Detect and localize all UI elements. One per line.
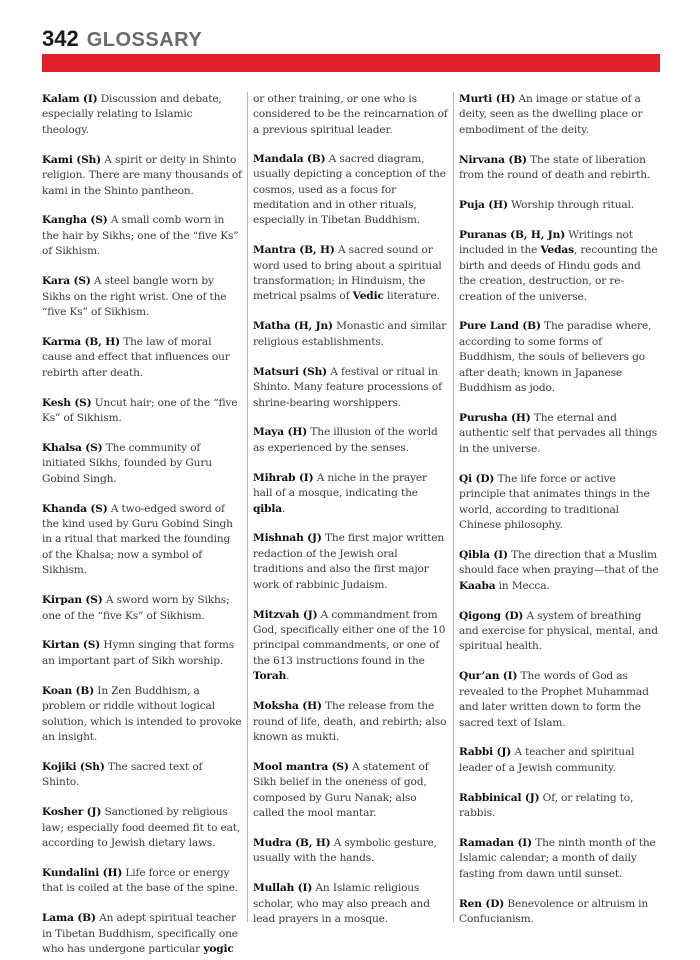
glossary-term: Ren (D) (459, 897, 505, 910)
page-title: GLOSSARY (86, 29, 203, 51)
glossary-definition: The state of liberation from the round of death and rebirth. (459, 153, 651, 182)
glossary-term: Matsuri (Sh) (253, 365, 328, 378)
glossary-entry (459, 198, 660, 213)
glossary-column-3 (454, 92, 660, 926)
glossary-term: Qur’an (I) (459, 670, 518, 683)
glossary-definition: The paradise where, according to some forms of Buddhism, the souls of believers go after death; known in Japanese Buddhism as jodo. (459, 320, 652, 395)
glossary-term: Khalsa (S) (42, 441, 103, 454)
cross-reference-term: qibla (253, 502, 282, 515)
glossary-definition: literature. (383, 290, 440, 303)
glossary-definition: The illusion of the world as experienced by the senses. (253, 426, 438, 454)
glossary-definition: A niche in the prayer hall of a mosque, indicating the (253, 471, 427, 500)
glossary-definition: A sacred sound or word used to bring about a spiritual transformation; in Hinduism, the metrical psalms of (253, 244, 442, 303)
glossary-term: Kangha (S) (42, 214, 108, 227)
glossary-definition: The sacred text of Shinto. (42, 760, 203, 789)
glossary-entry (42, 213, 242, 259)
glossary-term: Puja (H) (459, 199, 508, 212)
glossary-column-1 (42, 92, 248, 956)
glossary-definition: A steel bangle worn by Sikhs on the right wrist. One of the “five Ks” of Sikhism. (42, 275, 227, 318)
glossary-definition: Hymn singing that forms an important part of Sikh worship. (42, 639, 235, 667)
glossary-term: Rabbi (J) (459, 746, 512, 759)
glossary-definition: The law of moral cause and effect that influences our rebirth after death. (42, 335, 230, 379)
glossary-term: Lama (B) (42, 912, 96, 925)
glossary-definition: A small comb worn in the hair by Sikhs; one of the “five Ks” of Sikhism. (42, 214, 239, 258)
glossary-entry (42, 805, 242, 851)
glossary-term: Qibla (I) (459, 548, 508, 561)
glossary-definition: The eternal and authentic self that pervades all things in the universe. (459, 412, 658, 455)
glossary-definition: A sacred diagram, usually depicting a conception of the cosmos, used as a focus for meditation and in other rituals, especially in Tibetan Buddhism. (253, 152, 446, 227)
glossary-term: Mullah (I) (253, 882, 313, 895)
glossary-entry (459, 791, 660, 822)
glossary-definition: A statement of Sikh belief in the oneness of god, composed by Guru Nanak; also called the mool mantar. (253, 760, 429, 820)
glossary-definition: The ninth month of the Islamic calendar; a month of daily fasting from dawn until sunset. (459, 837, 656, 880)
glossary-entry (459, 411, 660, 457)
glossary-entry (42, 684, 242, 746)
glossary-entry (42, 396, 242, 427)
glossary-definition: Uncut hair; one of the “five Ks” of Sikhism. (42, 396, 238, 424)
glossary-definition: Worship through ritual. (507, 199, 634, 212)
glossary-entry (459, 745, 660, 776)
glossary-definition: The release from the round of life, death, and rebirth; also known as mukti. (253, 700, 447, 743)
glossary-term: Kara (S) (42, 275, 91, 288)
glossary-definition: An adept spiritual teacher in Tibetan Buddhism, specifically one who has undergone particular (42, 912, 238, 956)
cross-reference-term: Vedic (352, 290, 384, 303)
glossary-definition: Monastic and similar religious establishments. (253, 320, 447, 348)
glossary-definition: or other training, or one who is considered to be the reincarnation of a previous spiritual leader. (253, 93, 448, 136)
cross-reference-term: Torah (253, 670, 287, 683)
glossary-definition: An image or statue of a deity, seen as the dwelling place or embodiment of the deity. (459, 93, 643, 136)
glossary-entry (459, 548, 660, 594)
glossary-entry (253, 425, 448, 456)
glossary-term: Mudra (B, H) (253, 836, 331, 849)
glossary-entry (459, 669, 660, 731)
glossary-term: Qi (D) (459, 472, 495, 485)
glossary-entry (42, 441, 242, 487)
page-number: 342 (42, 26, 79, 51)
glossary-entry (42, 911, 242, 957)
glossary-definition: , recounting the birth and deeds of Hindu gods and the creation, destruction, or re-creation of the universe. (459, 244, 658, 303)
glossary-term: Moksha (H) (253, 700, 322, 713)
glossary-definition: The words of God as revealed to the Prophet Muhammad and later written down to form the sacred text of Islam. (459, 670, 649, 729)
glossary-definition: The direction that a Muslim should face when praying—that of the (459, 548, 659, 577)
glossary-term: Mitzvah (J) (253, 608, 318, 621)
glossary-entry (459, 897, 660, 928)
glossary-term: Kojiki (Sh) (42, 760, 105, 773)
glossary-term: Mishnah (J) (253, 532, 322, 545)
glossary-entry (459, 153, 660, 184)
glossary-entry (253, 471, 448, 517)
glossary-definition: Writings not included in the (459, 228, 633, 257)
glossary-entry (253, 365, 448, 411)
glossary-entry (42, 502, 242, 579)
cross-reference-term: Kaaba (459, 579, 496, 592)
glossary-entry (42, 335, 242, 381)
glossary-entry (459, 836, 660, 882)
glossary-definition: Discussion and debate, especially relating to Islamic theology. (42, 93, 222, 136)
glossary-term: Kundalini (H) (42, 866, 123, 879)
glossary-definition: A festival or ritual in Shinto. Many feature processions of shrine-bearing worshippers. (253, 365, 442, 409)
glossary-entry (459, 319, 660, 396)
glossary-entry (253, 319, 448, 350)
glossary-term: Matha (H, Jn) (253, 320, 333, 333)
glossary-entry (42, 153, 242, 199)
glossary-definition: The community of initiated Sikhs, founded by Guru Gobind Singh. (42, 441, 212, 485)
glossary-definition: A spirit or deity in Shinto religion. There are many thousands of kami in the Shinto pantheon. (42, 153, 242, 197)
glossary-entry (253, 152, 448, 229)
glossary-definition: An Islamic religious scholar, who may also preach and lead prayers in a mosque. (253, 882, 430, 926)
glossary-term: Maya (H) (253, 426, 308, 439)
glossary-term: Kesh (S) (42, 396, 92, 409)
glossary-definition: Life force or energy that is coiled at the base of the spine. (42, 866, 238, 895)
glossary-term: Mihrab (I) (253, 471, 314, 484)
glossary-definition: A teacher and spiritual leader of a Jewish community. (459, 746, 635, 774)
glossary-entry (253, 608, 448, 685)
glossary-entry (459, 92, 660, 138)
glossary-term: Koan (B) (42, 684, 95, 697)
glossary-definition: Sanctioned by religious law; especially food deemed fit to eat, according to Jewish dietary laws. (42, 806, 241, 850)
glossary-definition: A commandment from God, specifically either one of the 10 principal commandments, or one of the 613 instructions found in the (253, 608, 446, 667)
glossary-entry (253, 531, 448, 593)
glossary-column-2 (248, 92, 454, 926)
glossary-entry (253, 243, 448, 305)
glossary-entry (253, 836, 448, 867)
glossary-term: Puranas (B, H, Jn) (459, 228, 566, 241)
glossary-entry (42, 593, 242, 624)
glossary-entry (42, 638, 242, 669)
glossary-term: Ramadan (I) (459, 837, 532, 850)
glossary-term: Mantra (B, H) (253, 244, 335, 257)
glossary-term: Kami (Sh) (42, 153, 102, 166)
glossary-term: Kirtan (S) (42, 639, 101, 652)
glossary-columns (42, 92, 660, 956)
glossary-entry (253, 92, 448, 138)
glossary-definition: A symbolic gesture, usually with the hands. (253, 836, 437, 865)
glossary-term: Purusha (H) (459, 412, 531, 424)
header-accent-band (42, 54, 660, 72)
glossary-term: Kosher (J) (42, 806, 102, 819)
glossary-term: Mandala (B) (253, 152, 326, 165)
glossary-definition: A sword worn by Sikhs; one of the “five Ks” of Sikhism. (42, 594, 230, 622)
glossary-definition: The first major written redaction of the Jewish oral traditions and also the first major work of rabbinic Judaism. (253, 532, 445, 591)
glossary-definition: Of, or relating to, rabbis. (459, 791, 634, 820)
glossary-term: Qigong (D) (459, 609, 524, 622)
page-header (42, 26, 202, 52)
glossary-entry (253, 760, 448, 822)
glossary-term: Rabbinical (J) (459, 791, 540, 804)
glossary-definition: A system of breathing and exercise for physical, mental, and spiritual health. (459, 609, 658, 653)
cross-reference-term: Vedas (540, 244, 574, 257)
glossary-term: Karma (B, H) (42, 335, 120, 348)
glossary-entry (42, 866, 242, 897)
glossary-entry (253, 881, 448, 927)
glossary-entry (253, 699, 448, 745)
glossary-definition: A two-edged sword of the kind used by Guru Gobind Singh in a ritual that marked the founding of the Khalsa; now a symbol of Sikhism. (42, 502, 233, 577)
glossary-term: Pure Land (B) (459, 320, 541, 333)
cross-reference-term: yogic (203, 943, 234, 956)
glossary-term: Mool mantra (S) (253, 760, 349, 773)
glossary-term: Khanda (S) (42, 502, 108, 515)
glossary-definition: Benevolence or altruism in Confucianism. (459, 897, 649, 926)
glossary-entry (459, 609, 660, 655)
glossary-entry (459, 228, 660, 305)
glossary-entry (42, 92, 242, 138)
glossary-term: Kalam (I) (42, 93, 98, 105)
glossary-definition: The life force or active principle that animates things in the world, according to traditional Chinese philosophy. (459, 472, 650, 531)
glossary-entry (459, 472, 660, 534)
glossary-entry (42, 274, 242, 320)
glossary-definition: . (286, 670, 290, 683)
glossary-definition: In Zen Buddhism, a problem or riddle without logical solution, which is intended to provoke an insight. (42, 684, 242, 743)
glossary-term: Nirvana (B) (459, 153, 527, 166)
glossary-definition: . (281, 502, 286, 515)
glossary-definition: in Mecca. (495, 579, 550, 592)
glossary-term: Kirpan (S) (42, 594, 103, 607)
glossary-entry (42, 760, 242, 791)
glossary-term: Murti (H) (459, 93, 516, 105)
